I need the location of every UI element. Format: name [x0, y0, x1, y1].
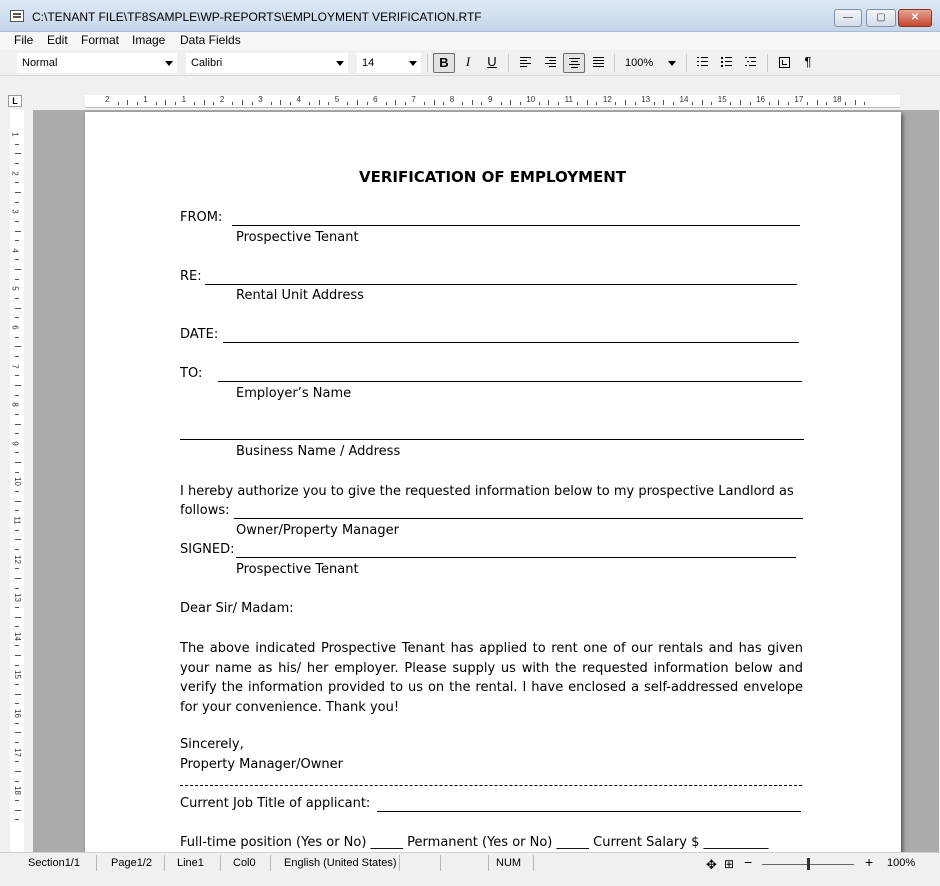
underline-button[interactable]: U [487, 54, 497, 69]
zoom-in-button[interactable]: + [865, 854, 874, 870]
ruler-tick [156, 102, 157, 105]
section-divider [180, 785, 802, 786]
ruler-tick [520, 102, 521, 105]
align-right-icon [545, 57, 556, 67]
ruler-tick [15, 240, 19, 241]
ruler-label: 15 [717, 95, 727, 104]
ruler-tick [15, 491, 19, 492]
toolbar-separator [614, 54, 615, 72]
ruler-label: 1 [143, 95, 148, 104]
ruler-tick [15, 424, 21, 425]
ruler-tick [213, 102, 214, 105]
show-formatting-button[interactable]: ¶ [804, 54, 812, 69]
status-separator [270, 855, 271, 871]
ruler-label: 4 [296, 95, 301, 104]
ruler-label: 10 [12, 477, 22, 487]
toolbar-separator [767, 54, 768, 72]
ruler-tick [635, 102, 636, 105]
ruler-label: 13 [12, 593, 22, 603]
ruler-label: 3 [258, 95, 263, 104]
ruler-tick [15, 298, 19, 299]
toolbar-separator [686, 54, 687, 72]
status-separator [164, 855, 165, 871]
ruler-tick [539, 102, 540, 105]
body-paragraph: The above indicated Prospective Tenant has applied to rent one of our rentals and has given your name as his/ her employer. Please supply us with the requested information below and verify the information provided to us on the rental. I have enclosed a self-addressed envelope for your convenience. Thank you! [180, 641, 803, 715]
ruler-tick [443, 102, 444, 105]
status-page: Page1/2 [111, 857, 152, 869]
ruler-tick [15, 655, 21, 656]
ruler-tick [204, 100, 205, 105]
date-line [223, 342, 799, 343]
status-separator [399, 855, 400, 871]
app-icon [10, 10, 24, 22]
ruler-label: 8 [10, 402, 20, 407]
ruler-tick [788, 102, 789, 105]
ruler-tick [137, 102, 138, 105]
ruler-label: 6 [10, 325, 20, 330]
status-language: English (United States) [284, 857, 397, 869]
ruler-tick [118, 102, 119, 105]
status-section: Section1/1 [28, 857, 80, 869]
bullet-list-button[interactable] [715, 53, 737, 73]
ruler-tick [15, 231, 21, 232]
ruler-tick [15, 395, 19, 396]
ruler-tick [750, 102, 751, 105]
ruler-tick [15, 684, 19, 685]
ruler-tick [15, 414, 19, 415]
font-size-combo[interactable] [357, 53, 421, 73]
ruler-tick [15, 645, 19, 646]
ruler-label: 4 [10, 248, 20, 253]
signature-name: Property Manager/Owner [180, 757, 343, 772]
re-label: RE: [180, 269, 202, 284]
ruler-tick [481, 102, 482, 105]
zoom-out-button[interactable]: − [744, 854, 753, 870]
status-separator [440, 855, 441, 871]
ruler-tick [15, 588, 19, 589]
align-left-button[interactable] [514, 53, 536, 73]
ruler-label: 11 [564, 95, 573, 104]
ruler-tick [577, 102, 578, 105]
formatting-toolbar [0, 50, 940, 76]
ruler-tick [395, 100, 396, 105]
multilevel-list-icon [745, 57, 756, 67]
ruler-tick [15, 578, 21, 579]
ruler-tick [328, 102, 329, 105]
ruler-tick [769, 102, 770, 105]
toolbar-separator [427, 54, 428, 72]
ruler-tick [654, 102, 655, 105]
ruler-tick [15, 617, 21, 618]
ruler-tick [15, 723, 19, 724]
ruler-label: 6 [373, 95, 378, 104]
owner-signature-line [234, 518, 803, 519]
ruler-label: 1 [181, 95, 187, 104]
ruler-tick [194, 102, 195, 105]
ruler-tick [175, 102, 176, 105]
job-title-label: Current Job Title of applicant: [180, 796, 371, 811]
ruler-tick [15, 317, 19, 318]
ruler-label: 11 [12, 516, 22, 525]
ruler-tick [15, 810, 21, 811]
ruler-tick [232, 102, 233, 105]
job-title-line [377, 811, 801, 812]
ruler-tick [15, 433, 19, 434]
ruler-tick [615, 102, 616, 105]
ruler-tick [15, 279, 19, 280]
to-line [218, 381, 802, 382]
business-caption: Business Name / Address [236, 444, 401, 459]
to-caption: Employer’s Name [236, 386, 352, 401]
ruler-tick [434, 100, 435, 105]
status-line: Line1 [177, 857, 204, 869]
ruler-label: 2 [10, 170, 20, 176]
status-separator [96, 855, 97, 871]
status-separator [488, 855, 489, 871]
re-line [205, 284, 797, 285]
vertical-ruler[interactable] [10, 110, 24, 852]
ruler-tick [462, 102, 463, 105]
ruler-tick [252, 102, 253, 105]
align-center-button[interactable] [563, 53, 585, 73]
from-caption: Prospective Tenant [236, 230, 359, 245]
zoom-value: 100% [625, 57, 654, 69]
ruler-tick [15, 549, 19, 550]
owner-caption: Owner/Property Manager [236, 523, 399, 538]
ruler-tick [673, 102, 674, 105]
italic-button[interactable]: I [465, 54, 471, 69]
ruler-tick [711, 102, 712, 105]
ruler-tick [845, 102, 846, 105]
close-button[interactable]: ✕ [898, 9, 932, 27]
ruler-tick [663, 100, 664, 105]
multilevel-list-button[interactable] [739, 53, 761, 73]
menu-data-fields[interactable]: Data Fields [180, 33, 241, 47]
authorize-text: I hereby authorize you to give the requested information below to my prospective Landlord as [180, 484, 794, 499]
justify-button[interactable] [587, 53, 609, 73]
authorize-text-follows: follows: [180, 503, 230, 518]
ruler-label: 7 [10, 363, 20, 369]
ruler-tick [778, 100, 779, 105]
ruler-tick [15, 694, 21, 695]
page-layout-button[interactable] [773, 53, 795, 73]
salutation: Dear Sir/ Madam: [180, 601, 294, 616]
ruler-label: 7 [411, 95, 416, 104]
ruler-tick [15, 192, 21, 193]
from-line [232, 225, 800, 226]
ruler-tick [702, 100, 703, 105]
menu-image[interactable]: Image [132, 33, 166, 47]
page-view-icon[interactable]: ⊞ [724, 857, 735, 871]
menu-edit[interactable]: Edit [47, 33, 68, 47]
ruler-tick [424, 102, 425, 105]
view-mode-icon[interactable]: ✥ [706, 857, 717, 872]
ruler-tick [15, 472, 19, 473]
ruler-tick [855, 100, 856, 105]
status-separator [533, 855, 534, 871]
ruler-tick [596, 102, 597, 105]
page-layout-icon [779, 57, 790, 68]
ruler-label: 13 [641, 95, 651, 104]
ruler-label: 14 [679, 95, 689, 104]
title-bar [0, 0, 940, 32]
ruler-tick [15, 308, 21, 309]
menu-bar [0, 32, 940, 50]
status-zoom: 100% [887, 857, 916, 869]
ruler-tick [817, 100, 818, 105]
ruler-tick [15, 153, 21, 154]
ruler-tick [367, 102, 368, 105]
status-separator [220, 855, 221, 871]
ruler-tick [472, 100, 473, 105]
font-value: Calibri [191, 57, 223, 69]
bold-button[interactable]: B [433, 53, 455, 73]
ruler-tick [405, 102, 406, 105]
align-right-button[interactable] [539, 53, 561, 73]
ruler-tick [15, 607, 19, 608]
status-col: Col0 [233, 857, 256, 869]
ruler-label: 8 [449, 95, 455, 104]
closing: Sincerely, [180, 737, 244, 752]
ruler-tick [15, 385, 21, 386]
ruler-tick [807, 102, 808, 105]
ruler-tick [15, 163, 19, 164]
ruler-tick [15, 732, 21, 733]
ruler-label: 2 [219, 95, 225, 104]
ruler-tick [15, 781, 19, 782]
ruler-tick [15, 462, 21, 463]
ruler-label: 3 [10, 209, 20, 214]
style-combo[interactable] [17, 53, 177, 73]
menu-file[interactable]: File [14, 33, 34, 47]
font-size-value: 14 [362, 57, 375, 69]
signed-caption: Prospective Tenant [236, 562, 359, 577]
style-value: Normal [22, 57, 58, 69]
ruler-tick [558, 102, 559, 105]
ruler-tick [501, 102, 502, 105]
ruler-label: 17 [12, 747, 22, 757]
ruler-tick [15, 800, 19, 801]
ruler-label: 2 [105, 95, 110, 104]
ruler-tick [15, 530, 19, 531]
numbered-list-button[interactable] [691, 53, 713, 73]
chevron-down-icon [668, 61, 676, 66]
ruler-tick [309, 102, 310, 105]
align-center-icon [569, 58, 580, 68]
ruler-tick [740, 100, 741, 105]
re-caption: Rental Unit Address [236, 288, 364, 303]
ruler-label: 14 [12, 631, 22, 641]
ruler-tick [15, 259, 19, 260]
bullet-list-icon [721, 57, 732, 67]
ruler-tick [15, 510, 19, 511]
status-bar [0, 852, 940, 886]
ruler-tick [510, 100, 511, 105]
tab-stop-selector[interactable]: L [8, 95, 22, 107]
ruler-tick [386, 102, 387, 105]
ruler-label: 18 [832, 95, 842, 104]
zoom-combo[interactable] [620, 53, 680, 73]
ruler-tick [15, 742, 19, 743]
ruler-tick [15, 665, 19, 666]
maximize-button[interactable]: ▢ [866, 9, 896, 27]
ruler-tick [548, 100, 549, 105]
date-label: DATE: [180, 327, 219, 342]
ruler-tick [15, 539, 21, 540]
font-combo[interactable] [186, 53, 348, 73]
ruler-tick [864, 102, 865, 105]
ruler-label: 9 [488, 95, 493, 104]
signed-label: SIGNED: [180, 542, 235, 557]
ruler-tick [242, 100, 243, 105]
ruler-tick [15, 221, 19, 222]
ruler-tick [347, 102, 348, 105]
ruler-tick [15, 337, 19, 338]
ruler-tick [15, 375, 19, 376]
ruler-tick [290, 102, 291, 105]
ruler-tick [280, 100, 281, 105]
ruler-tick [357, 100, 358, 105]
ruler-tick [165, 100, 166, 105]
ruler-tick [15, 626, 19, 627]
ruler-label: 12 [602, 95, 612, 104]
ruler-tick [271, 102, 272, 105]
chevron-down-icon [409, 61, 417, 66]
ruler-tick [127, 100, 128, 105]
menu-format[interactable]: Format [81, 33, 120, 47]
ruler-tick [826, 102, 827, 105]
document-title: VERIFICATION OF EMPLOYMENT [358, 168, 627, 186]
ruler-tick [625, 100, 626, 105]
chevron-down-icon [165, 61, 173, 66]
ruler-label: 10 [526, 95, 536, 104]
ruler-tick [15, 771, 21, 772]
chevron-down-icon [336, 61, 344, 66]
ruler-label: 9 [10, 441, 20, 446]
business-line [180, 439, 804, 440]
toolbar-separator [508, 54, 509, 72]
minimize-button[interactable]: — [834, 9, 862, 27]
ruler-tick [15, 703, 19, 704]
ruler-label: 12 [12, 554, 22, 564]
document-area[interactable] [33, 110, 939, 852]
fulltime-line: Full-time position (Yes or No) _____ Permanent (Yes or No) _____ Current Salary $ __________ [180, 835, 769, 850]
window-title: C:\TENANT FILE\TF8SAMPLE\WP-REPORTS\EMPLOYMENT VERIFICATION.RTF [32, 10, 482, 24]
align-left-icon [520, 57, 531, 67]
from-label: FROM: [180, 210, 223, 225]
signed-line [236, 557, 796, 558]
ruler-tick [15, 819, 19, 820]
horizontal-ruler[interactable] [85, 95, 900, 108]
align-justify-icon [593, 57, 604, 67]
ruler-tick [15, 144, 19, 145]
ruler-tick [15, 346, 21, 347]
ruler-tick [15, 202, 19, 203]
ruler-tick [15, 501, 21, 502]
ruler-label: 16 [12, 709, 22, 718]
ruler-tick [587, 100, 588, 105]
ruler-label: 1 [10, 132, 20, 137]
ruler-label: 17 [794, 95, 804, 104]
document-page[interactable] [85, 112, 901, 852]
zoom-slider-thumb[interactable] [807, 858, 810, 870]
ruler-tick [15, 269, 21, 270]
ruler-tick [15, 568, 19, 569]
ruler-label: 5 [10, 286, 20, 292]
to-label: TO: [180, 366, 203, 381]
ruler-label: 16 [756, 95, 765, 104]
status-num-lock: NUM [496, 857, 522, 869]
ruler-tick [15, 761, 19, 762]
ruler-label: 15 [12, 670, 22, 680]
ruler-tick [692, 102, 693, 105]
ruler-tick [730, 102, 731, 105]
ruler-tick [15, 452, 19, 453]
ruler-tick [15, 182, 19, 183]
ruler-label: 5 [334, 95, 340, 104]
ruler-label: 18 [12, 786, 22, 796]
ruler-tick [319, 100, 320, 105]
numbered-list-icon [697, 57, 708, 67]
ruler-tick [15, 356, 19, 357]
